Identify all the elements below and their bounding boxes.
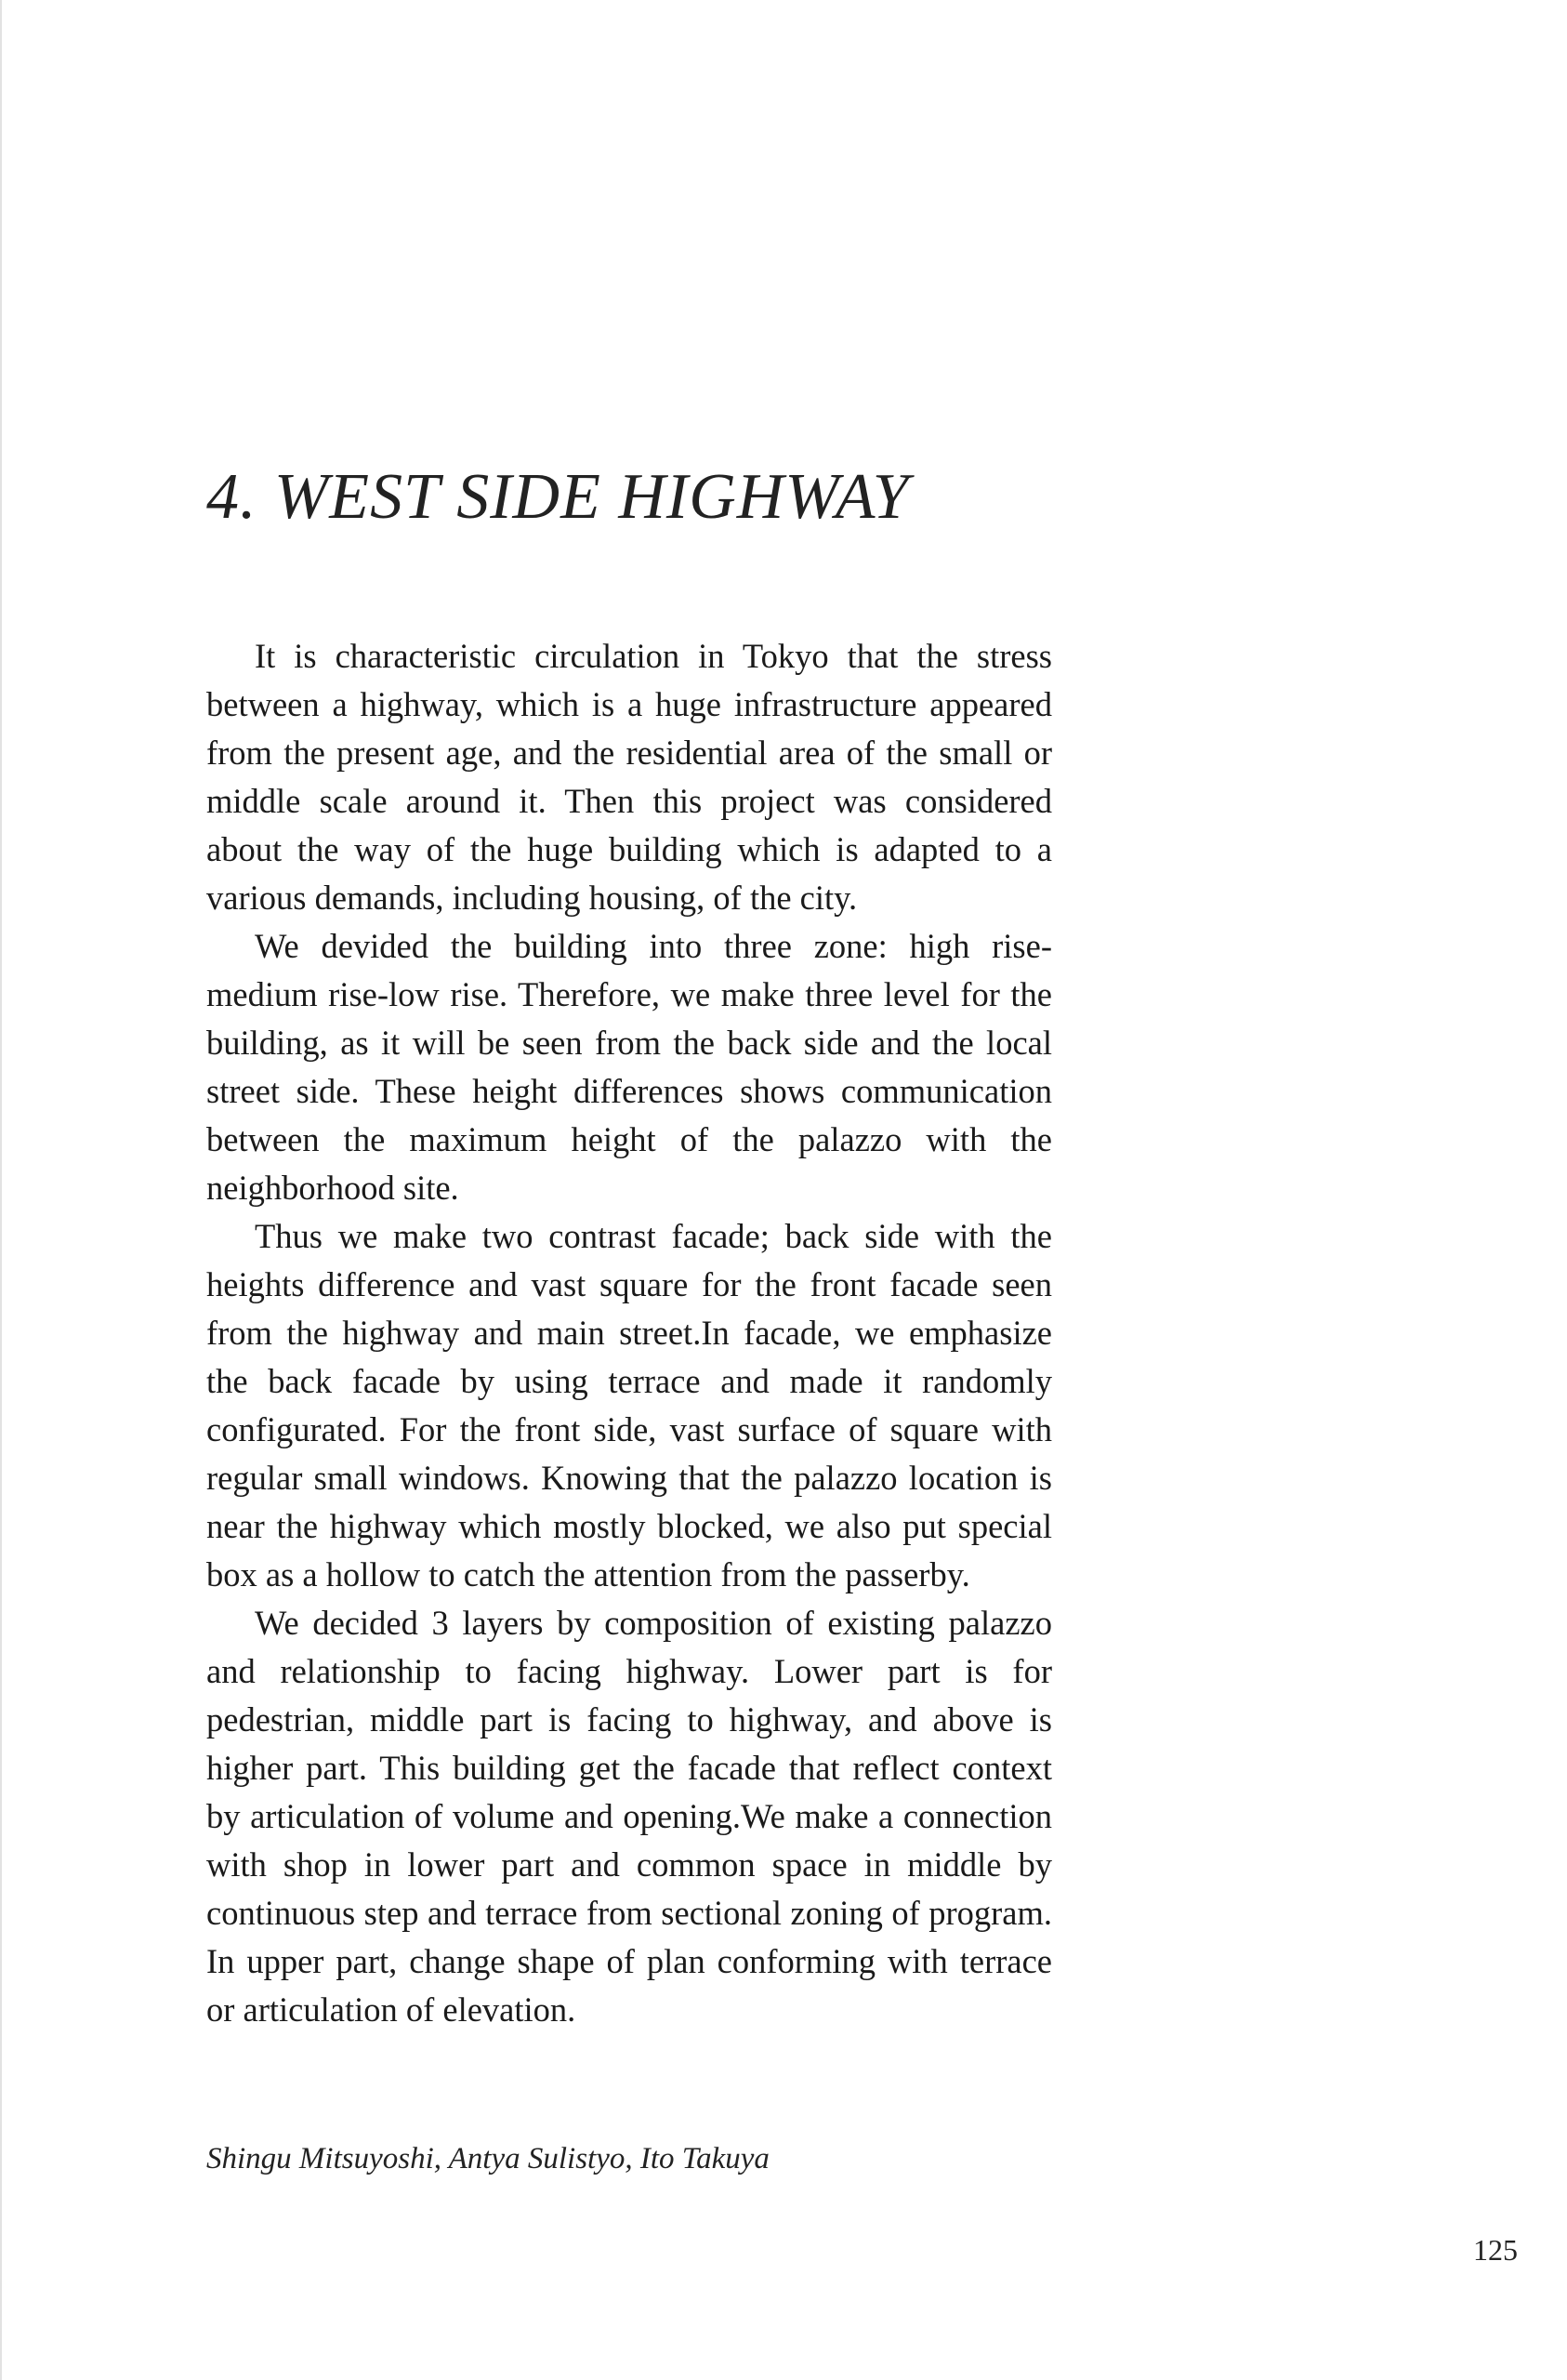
page-number: 125 (1473, 2233, 1518, 2267)
paragraph: It is characteristic circulation in Tokyo that the stress between a highway, which is a huge infrastructure appeared from the present age, and the residential area of the small or middle scale around it. Then this project was considered about the way of the huge building which is adapted to a various demands, including housing, of the city. (206, 637, 1052, 917)
authors-credit: Shingu Mitsuyoshi, Antya Sulistyo, Ito Takuya (206, 2142, 770, 2175)
page-edge (0, 0, 2, 2380)
paragraph: We decided 3 layers by composition of existing palazzo and relationship to facing highway. Lower part is for pedestrian, middle part is facing to highway, and above is higher part. This building get the facade that reflect context by articulation of volume and opening.We make a connection with shop in lower part and common space in middle by continuous step and terrace from sectional zoning of program. In upper part, change shape of plan conforming with terrace or articulation of elevation. (206, 1604, 1052, 2029)
paragraph: Thus we make two contrast facade; back side with the heights difference and vast square for the front facade seen from the highway and main street.In facade, we emphasize the back facade by using terrace and made it randomly configurated. For the front side, vast surface of square with regular small windows. Knowing that the palazzo location is near the highway which mostly blocked, we also put special box as a hollow to catch the attention from the passerby. (206, 1217, 1052, 1593)
body-text (206, 632, 1052, 2034)
paragraph: We devided the building into three zone: high rise-medium rise-low rise. Therefore, we make three level for the building, as it will be seen from the back side and the local street side. These height differences shows communication between the maximum height of the palazzo with the neighborhood site. (206, 927, 1052, 1207)
section-title: 4. WEST SIDE HIGHWAY (206, 461, 910, 533)
